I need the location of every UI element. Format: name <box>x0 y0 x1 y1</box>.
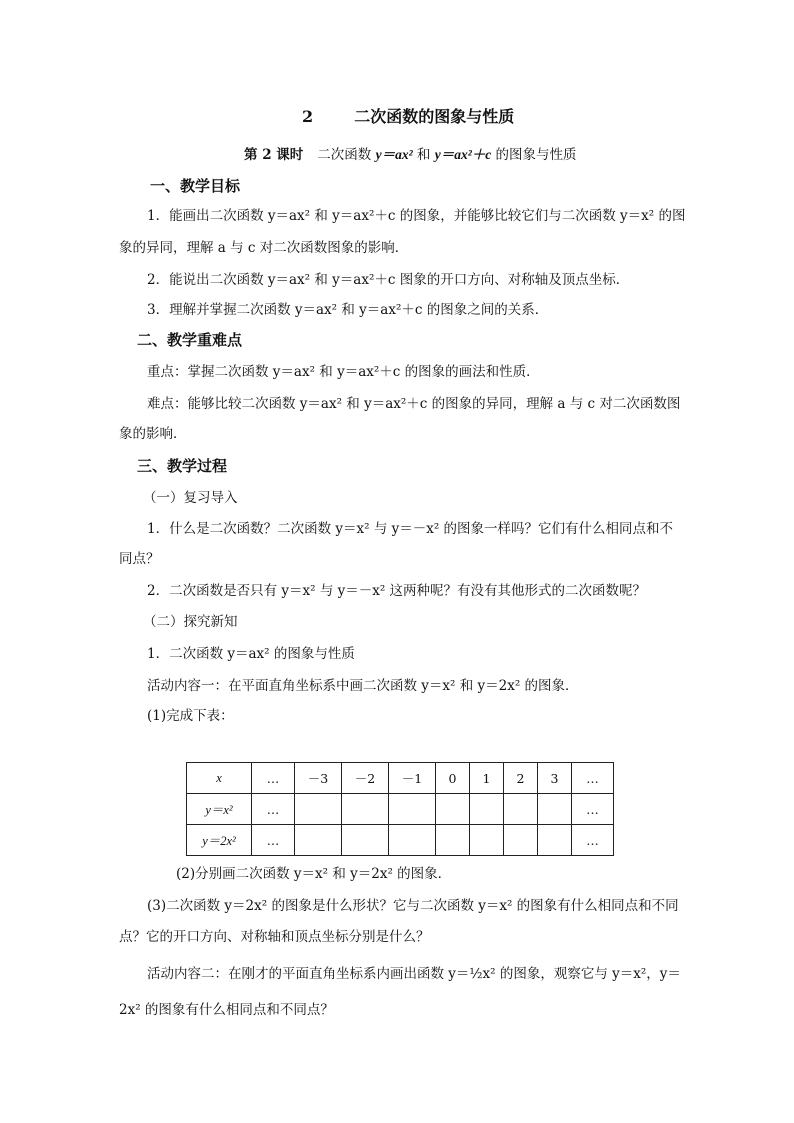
subtitle-post: 的图象与性质 <box>491 147 577 163</box>
header-x: x <box>216 771 222 785</box>
table-cell: … <box>572 794 614 825</box>
subtitle-pre: 二次函数 <box>317 147 376 163</box>
table-cell: －2 <box>342 763 389 794</box>
table-cell: … <box>572 825 614 856</box>
table-cell: … <box>252 825 295 856</box>
table-cell <box>295 825 342 856</box>
table-cell: … <box>252 794 295 825</box>
difficulty-line-1: 难点：能够比较二次函数 y＝ax² 和 y＝ax²＋c 的图象的异同，理解 a 与 c 对二次函数图 <box>147 396 681 412</box>
title-number: 2 <box>302 107 314 126</box>
review-question-1-line-2: 同点？ <box>119 551 160 567</box>
step-1: (1)完成下表： <box>147 708 234 724</box>
table-cell <box>342 825 389 856</box>
table-cell <box>470 825 504 856</box>
title-text: 二次函数的图象与性质 <box>354 107 515 126</box>
table-cell <box>504 825 538 856</box>
table-row <box>187 794 614 825</box>
table-cell: 2 <box>504 763 538 794</box>
subtitle-formula-1: y＝ax² <box>375 147 413 162</box>
row-label-text: y＝2x² <box>202 834 236 848</box>
objective-2: 2．能说出二次函数 y＝ax² 和 y＝ax²＋c 图象的开口方向、对称轴及顶点坐标． <box>147 272 630 288</box>
row-label-y-2x2 <box>187 825 252 856</box>
key-point: 重点：掌握二次函数 y＝ax² 和 y＝ax²＋c 的图象的画法和性质． <box>147 364 540 380</box>
step-2: (2)分别画二次函数 y＝x² 和 y＝2x² 的图象． <box>176 866 452 882</box>
difficulty-line-2: 象的影响． <box>119 426 187 442</box>
activity-1: 活动内容一：在平面直角坐标系中画二次函数 y＝x² 和 y＝2x² 的图象． <box>147 678 579 694</box>
subtitle-mid: 和 <box>412 147 435 163</box>
section-heading-process: 三、教学过程 <box>137 457 228 475</box>
table-cell <box>342 794 389 825</box>
activity-2-line-2: 2x² 的图象有什么相同点和不同点？ <box>119 1002 334 1018</box>
objective-3: 3．理解并掌握二次函数 y＝ax² 和 y＝ax²＋c 的图象之间的关系． <box>147 302 549 318</box>
row-label-text: y＝x² <box>205 803 233 817</box>
table-cell <box>538 825 572 856</box>
table-header-row <box>187 763 614 794</box>
page-title <box>302 107 514 127</box>
table-cell: … <box>572 763 614 794</box>
activity-2-line-1: 活动内容二：在刚才的平面直角坐标系内画出函数 y＝½x² 的图象，观察它与 y＝x²，y＝ <box>147 966 681 982</box>
table-cell: 0 <box>436 763 470 794</box>
table-cell: … <box>252 763 295 794</box>
table-cell <box>504 794 538 825</box>
section-heading-objectives: 一、教学目标 <box>150 177 241 195</box>
values-table <box>186 762 614 856</box>
table-cell <box>538 794 572 825</box>
step-3-line-1: (3)二次函数 y＝2x² 的图象是什么形状？它与二次函数 y＝x² 的图象有什么相同点和不同 <box>147 898 679 914</box>
table-cell: 3 <box>538 763 572 794</box>
table-row <box>187 825 614 856</box>
table-cell: 1 <box>470 763 504 794</box>
subtitle-formula-2: y＝ax²＋c <box>434 147 492 162</box>
objective-1-line-1: 1．能画出二次函数 y＝ax² 和 y＝ax²＋c 的图象，并能够比较它们与二次函数 y＝x² 的图 <box>147 208 686 224</box>
objective-1-line-2: 象的异同，理解 a 与 c 对二次函数图象的影响． <box>119 240 409 256</box>
table-cell <box>436 794 470 825</box>
table-cell <box>470 794 504 825</box>
table-cell <box>187 763 252 794</box>
lesson-subtitle <box>244 145 577 165</box>
subsection-review: （一）复习导入 <box>143 490 238 506</box>
review-question-1-line-1: 1．什么是二次函数？二次函数 y＝x² 与 y＝－x² 的图象一样吗？它们有什么相同点和不 <box>147 521 674 537</box>
row-label-y-x2 <box>187 794 252 825</box>
review-question-2: 2．二次函数是否只有 y＝x² 与 y＝－x² 这两种呢？有没有其他形式的二次函数呢？ <box>147 583 647 599</box>
topic-1-heading: 1．二次函数 y＝ax² 的图象与性质 <box>147 646 355 662</box>
table-cell: －1 <box>389 763 436 794</box>
table-cell <box>389 825 436 856</box>
lesson-number: 第 2 课时 <box>244 147 304 163</box>
table-cell <box>295 794 342 825</box>
step-3-line-2: 点？它的开口方向、对称轴和顶点坐标分别是什么？ <box>119 929 430 945</box>
table-cell <box>389 794 436 825</box>
table-cell: －3 <box>295 763 342 794</box>
table-cell <box>436 825 470 856</box>
section-heading-keypoints: 二、教学重难点 <box>137 331 243 349</box>
subsection-explore: （二）探究新知 <box>143 614 238 630</box>
